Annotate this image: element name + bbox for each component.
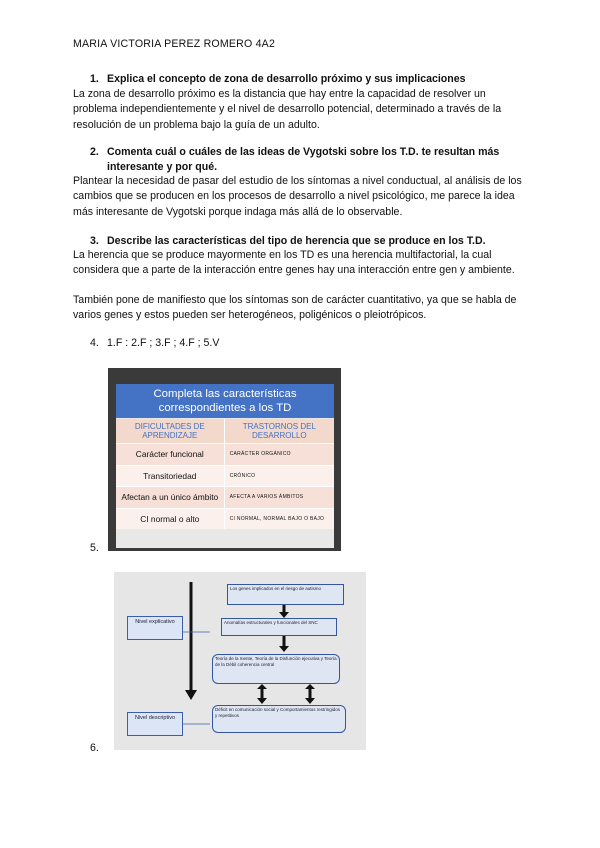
- answer-4: 1.F : 2.F ; 3.F ; 4.F ; 5.V: [107, 337, 220, 349]
- autism-levels-diagram: [114, 572, 366, 750]
- characteristics-table: [116, 419, 334, 529]
- arrow-3b-down: [305, 698, 315, 704]
- question-2-text: Comenta cuál o cuáles de las ideas de Vygotski sobre los T.D. te resultan más interesante y por qué.: [107, 146, 500, 174]
- question-4-number: 4.: [90, 337, 99, 349]
- question-6-number: 6.: [90, 742, 99, 754]
- deficit-box: Déficit en comunicación social y Comportamientos restringidos y repetitivos: [212, 705, 346, 733]
- question-3-number: 3.: [90, 235, 99, 247]
- row-left: Carácter funcional: [116, 444, 224, 466]
- author-name: MARIA VICTORIA PEREZ ROMERO 4A2: [73, 38, 276, 50]
- question-1-title: [90, 72, 540, 87]
- header-trastornos: TRASTORNOS DEL DESARROLLO: [224, 419, 334, 444]
- row-left: CI normal o alto: [116, 508, 224, 529]
- arrow-2-down: [279, 646, 289, 652]
- question-1-number: 1.: [90, 73, 99, 85]
- slide-title: Completa las características correspondientes a los TD: [116, 384, 334, 418]
- question-4: [90, 337, 219, 349]
- question-3-text: Describe las características del tipo de herencia que se produce en los T.D.: [107, 235, 486, 247]
- question-2-number: 2.: [90, 146, 99, 158]
- td-characteristics-image: [108, 368, 341, 551]
- answer-3-part-2: También pone de manifiesto que los síntomas son de carácter cuantitativo, ya que se habla de varios genes y estos pueden ser heterogéneos, poligénicos o pleiotrópicos.: [73, 294, 517, 322]
- header-dificultades: DIFICULTADES DE APRENDIZAJE: [116, 419, 224, 444]
- snc-anomalies-box: Anomalías estructurales y funcionales del SNC: [221, 618, 337, 636]
- answer-3-part-1: La herencia que se produce mayormente en los TD es una herencia multifactorial, la cual considera que a parte de la interacción entre genes hay una interacción entre gen y ambiente.: [73, 249, 515, 277]
- row-right: CI NORMAL, NORMAL BAJO O BAJO: [224, 508, 334, 529]
- row-right: AFECTA A VARIOS ÁMBITOS: [224, 487, 334, 509]
- level-arrow-head: [185, 690, 197, 700]
- arrow-3a-down: [257, 698, 267, 704]
- row-right: CARÁCTER ORGÁNICO: [224, 444, 334, 466]
- row-left: Transitoriedad: [116, 465, 224, 487]
- table-row: [116, 487, 334, 509]
- arrow-3b-up: [305, 684, 315, 689]
- question-1-text: Explica el concepto de zona de desarrollo próximo y sus implicaciones: [107, 73, 466, 85]
- question-2-title: [90, 145, 530, 176]
- genes-box: Los genes implicados en el riesgo de autismo: [227, 584, 344, 605]
- theories-box: Teoría de la mente, Teoría de la Disfunción ejecutiva y Teoría de la Débil coherencia central: [212, 654, 340, 684]
- label-descriptivo: Nivel descriptivo: [127, 712, 183, 736]
- question-5-number: 5.: [90, 542, 99, 554]
- slide: [116, 384, 334, 548]
- table-row: [116, 465, 334, 487]
- row-left: Afectan a un único ámbito: [116, 487, 224, 509]
- table-row: [116, 444, 334, 466]
- arrow-3a-up: [257, 684, 267, 689]
- answer-2: Plantear la necesidad de pasar del estudio de los síntomas a nivel conductual, al análisis de los cambios que se producen en los procesos de desarrollo a nivel psicológico, me parece la idea más interesante de Vygotski porque indaga más allá de lo observable.: [73, 175, 522, 218]
- table-row: [116, 508, 334, 529]
- label-explicativo: Nivel explicativo: [127, 616, 183, 640]
- answer-1: La zona de desarrollo próximo es la distancia que hay entre la capacidad de resolver un problema independientemente y el nivel de desarrollo potencial, determinado a través de la resolución de un problema bajo la guía de un adulto.: [73, 88, 502, 131]
- row-right: CRÓNICO: [224, 465, 334, 487]
- question-3-title: [90, 234, 540, 249]
